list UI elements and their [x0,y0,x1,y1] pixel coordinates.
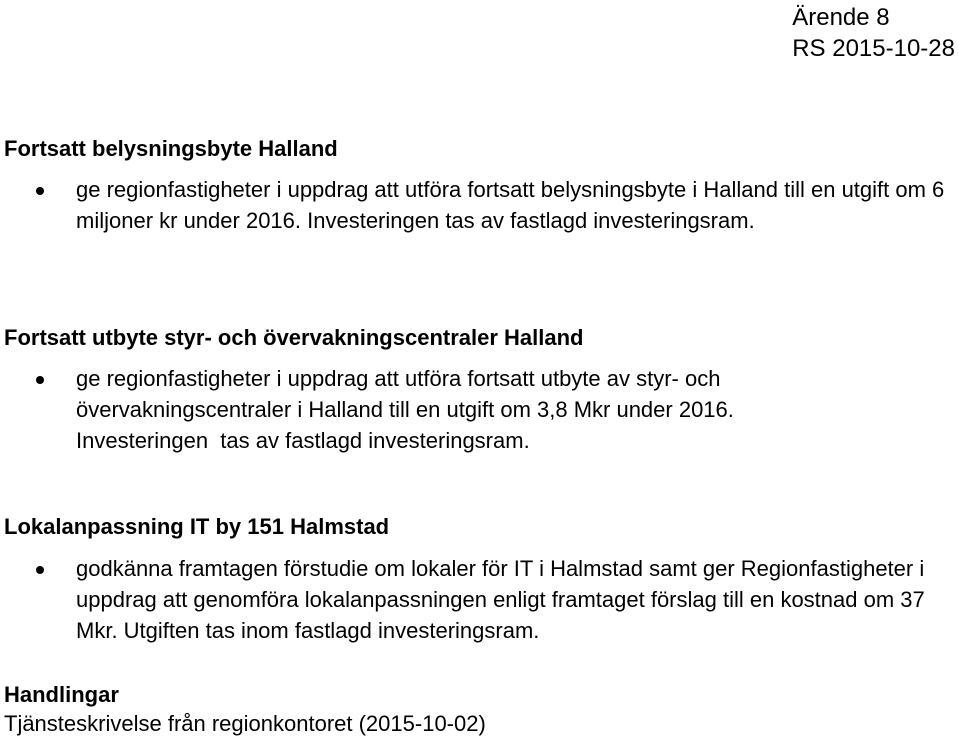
section-heading: Fortsatt utbyte styr- och övervakningscentraler Halland [4,325,584,350]
list-item [4,553,954,646]
document-reference [792,2,955,64]
case-number: Ärende 8 [792,4,890,31]
bullet-icon [36,566,44,574]
documents-heading: Handlingar [4,682,119,707]
list-item [4,363,954,456]
bullet-icon [36,187,44,195]
section-heading: Fortsatt belysningsbyte Halland [4,136,338,161]
decision-text: ge regionfastigheter i uppdrag att utföra fortsatt utbyte av styr- och övervakningscentraler i Halland till en utgift om 3,8 Mkr under 2016. Investeringen tas av fastlagd investeringsram. [76,366,741,453]
document-item: Tjänsteskrivelse från regionkontoret (2015-10-02) [4,711,486,736]
section-heading: Lokalanpassning IT by 151 Halmstad [4,514,390,539]
documents-section [4,680,486,739]
section-belysningsbyte [4,134,954,236]
reference-date: RS 2015-10-28 [792,35,955,62]
section-styr-och-overvakningscentraler [4,323,954,456]
section-lokalanpassning-it [4,512,954,646]
bullet-icon [36,376,44,384]
decision-text: ge regionfastigheter i uppdrag att utföra fortsatt belysningsbyte i Halland till en utgift om 6 miljoner kr under 2016. Investeringen tas av fastlagd investeringsram. [76,177,945,233]
decision-text: godkänna framtagen förstudie om lokaler för IT i Halmstad samt ger Regionfastigheter i uppdrag att genomföra lokalanpassningen enligt framtaget förslag till en kostnad om 37 Mkr. Utgiften tas inom fastlagd investeringsram. [76,556,925,643]
list-item [4,174,954,236]
